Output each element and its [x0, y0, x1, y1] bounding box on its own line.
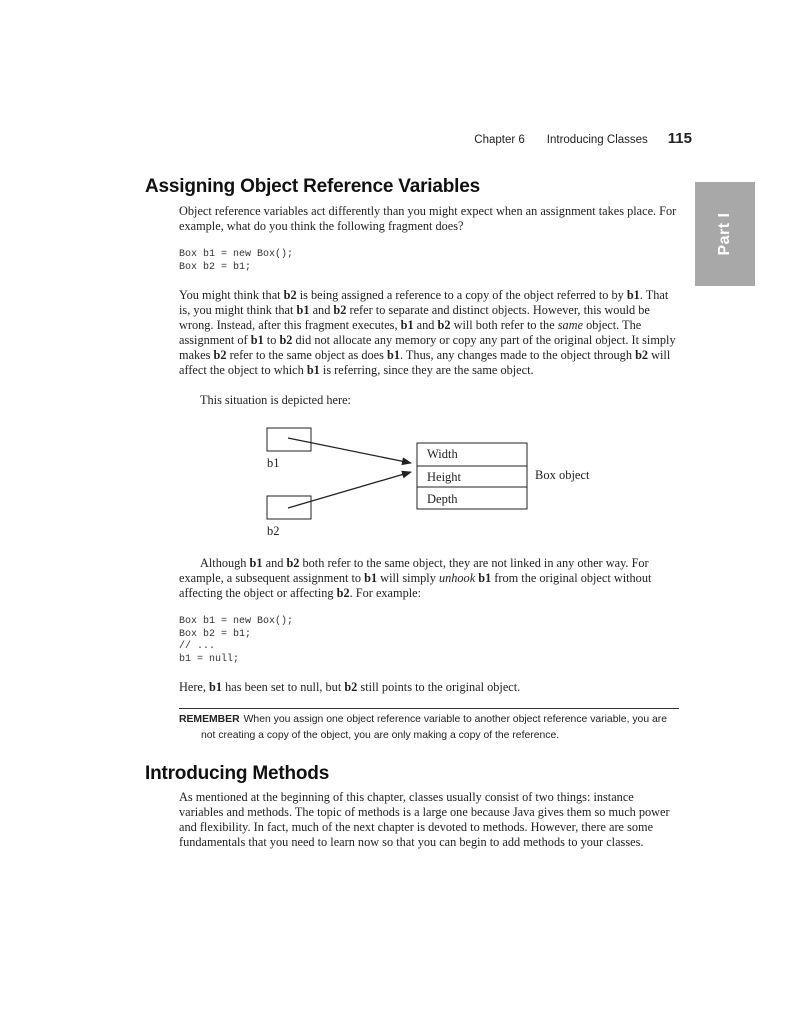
section-heading-assigning: Assigning Object Reference Variables [145, 176, 480, 197]
note-label: REMEMBER [179, 714, 240, 725]
code-line: Box b2 = b1; [179, 628, 252, 640]
depicted-paragraph: This situation is depicted here: [200, 393, 351, 407]
field-height: Height [427, 470, 462, 484]
field-depth: Depth [427, 492, 458, 506]
b1-label: b1 [267, 456, 280, 470]
b2-label: b2 [267, 524, 280, 538]
note-text: When you assign one object reference variable to another object reference variable, you are [243, 714, 668, 725]
chapter-number: Chapter 6 [474, 134, 525, 146]
note-text-continued: not creating a copy of the object, you are only making a copy of the reference. [201, 730, 560, 741]
section-heading-methods: Introducing Methods [145, 763, 330, 784]
unhook-paragraph: Although b1 and b2 both refer to the same object, they are not linked in any other way. For example, a subsequent assignment to b1 will simply unhook b1 from the original object without affecting the object or affecting b2. For example: [179, 556, 652, 600]
methods-paragraph: As mentioned at the beginning of this chapter, classes usually consist of two things: instance variables and methods. The topic of methods is a large one because Java gives them so much power and flexibility. In fact, much of the next chapter is devoted to methods. However, there are some fundamentals that you need to learn now so that you can begin to add methods to your classes. [179, 790, 670, 849]
field-width: Width [427, 447, 458, 461]
explanation-paragraph: You might think that b2 is being assigned a reference to a copy of the object referred to by b1. That is, you might think that b1 and b2 refer to separate and distinct objects. However, this would be wrong. Instead, after this fragment executes, b1 and b2 will both refer to the same object. The assignment of b1 to b2 did not allocate any memory or copy any part of the original object. It simply makes b2 refer to the same object as does b1. Thus, any changes made to the object through b2 will affect the object to which b1 is referring, since they are the same object. [179, 288, 676, 377]
remember-note [179, 708, 679, 744]
part-tab-label: Part I [716, 212, 733, 256]
page-number: 115 [667, 130, 692, 147]
code-line: Box b1 = new Box(); [179, 249, 294, 260]
null-paragraph: Here, b1 has been set to null, but b2 still points to the original object. [179, 680, 521, 694]
chapter-title: Introducing Classes [546, 134, 648, 146]
code-line: Box b1 = new Box(); [179, 616, 294, 627]
box-object-label: Box object [535, 468, 590, 482]
code-line: b1 = null; [179, 653, 240, 665]
code-line: // ... [179, 641, 216, 652]
intro-paragraph: Object reference variables act differently than you might expect when an assignment takes place. For example, what do you think the following fragment does? [179, 204, 677, 233]
code-fragment-2 [179, 616, 293, 666]
b2-reference-arrow [288, 472, 411, 508]
b1-variable-box [267, 428, 311, 451]
code-line: Box b2 = b1; [179, 261, 252, 273]
